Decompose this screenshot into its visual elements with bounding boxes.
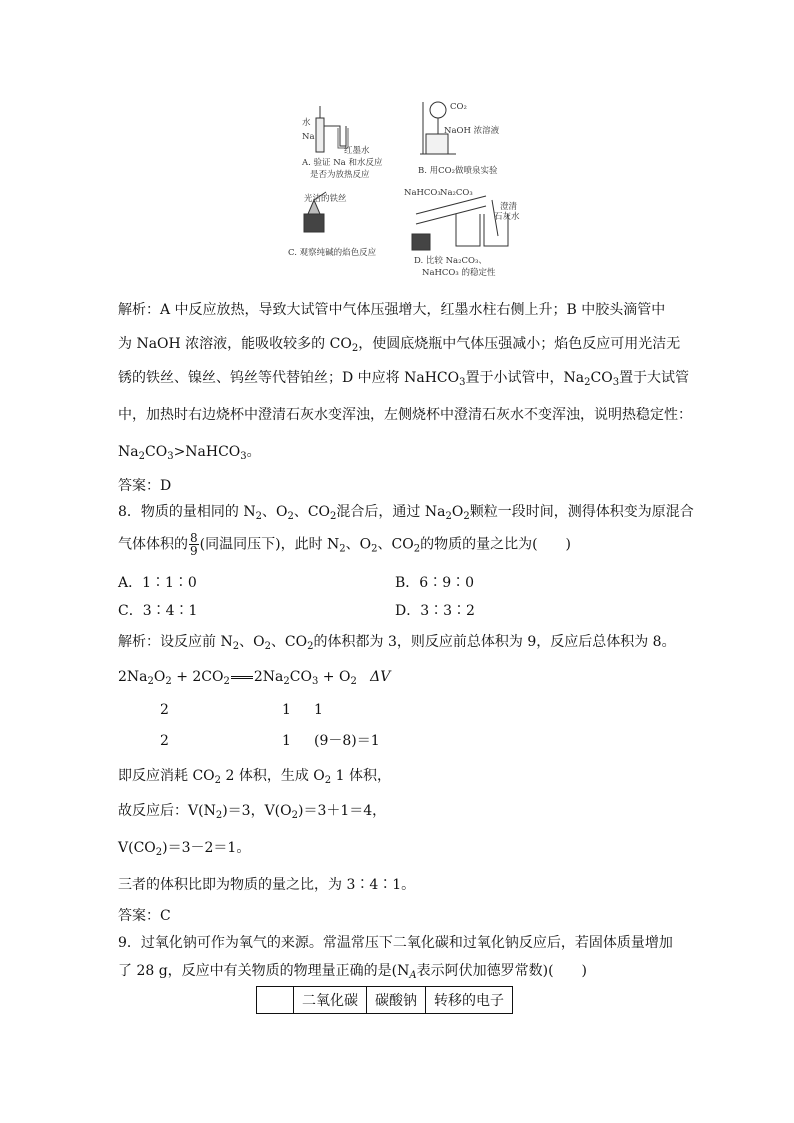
q8-line1: 8．物质的量相同的 $N_2$、$O_2$、$CO_2$混合后，通过 $Na_2O_2$颗粒一段时间，测得体积变为原混合 xyxy=(118,504,694,522)
fraction-8-9: $\frac{8}{9}$ xyxy=(190,531,198,558)
table-header-cell: 二氧化碳 xyxy=(294,987,367,1014)
label-na: Na xyxy=(302,132,315,142)
caption-c: C. 观察纯碱的焰色反应 xyxy=(288,248,377,258)
label-wire: 光洁的铁丝 xyxy=(304,194,347,204)
analysis1-line5: $Na_2CO_3>NaHCO_3$。 xyxy=(118,444,261,462)
reaction-equation: $2Na_2O_2 + 2CO_2$ $2Na_2CO_3 + O_2$ ΔV xyxy=(118,669,391,687)
stoich-row2-col1: 2 xyxy=(160,733,169,749)
answer-2: 答案：C xyxy=(118,908,171,924)
q9-table xyxy=(256,986,513,1014)
analysis2-line6: $V(CO_2)=3-2=1$。 xyxy=(118,840,251,858)
label-limewater-1: 澄清 xyxy=(500,202,518,212)
label-limewater-2: 石灰水 xyxy=(494,212,520,222)
analysis1-line1: 解析：A 中反应放热，导致大试管中气体压强增大，红墨水柱右侧上升；B 中胶头滴管中 xyxy=(118,302,666,318)
stoich-row2-col3: (9－8)＝1 xyxy=(314,733,380,749)
table-header-cell: 碳酸钠 xyxy=(367,987,426,1014)
label-red-ink: 红墨水 xyxy=(344,146,370,156)
analysis2-line1: 解析：设反应前 $N_2$、$O_2$、$CO_2$的体积都为 3，则反应前总体积为 9，反应后总体积为 8。 xyxy=(118,634,676,652)
answer-1: 答案：D xyxy=(118,478,172,494)
label-naoh: NaOH 浓溶液 xyxy=(444,126,500,136)
table-header-cell xyxy=(257,987,294,1014)
table-header-cell: 转移的电子 xyxy=(426,987,513,1014)
analysis1-line4: 中，加热时右边烧杯中澄清石灰水变浑浊，左侧烧杯中澄清石灰水不变浑浊，说明热稳定性： xyxy=(118,407,692,423)
analysis2-line7: 三者的体积比即为物质的量之比，为 3∶4∶1。 xyxy=(118,877,416,893)
analysis1-line2: 为 NaOH 浓溶液，能吸收较多的 $CO_2$，使圆底烧瓶中气体压强减小；焰色反应可用光洁无 xyxy=(118,336,681,354)
label-na2co3: Na₂CO₃ xyxy=(440,188,473,198)
caption-d-line1: D. 比较 Na₂CO₃、 xyxy=(414,256,487,266)
q8-option-d: D．3∶3∶2 xyxy=(395,603,475,619)
q9-line2: 了 28 g，反应中有关物质的物理量正确的是($N_A$表示阿伏加德罗常数)( ) xyxy=(118,963,588,981)
experiment-figure xyxy=(280,96,530,286)
caption-b: B. 用CO₂做喷泉实验 xyxy=(418,166,498,176)
analysis1-line3: 锈的铁丝、镍丝、钨丝等代替铂丝；D 中应将 NaHCO$_3$置于小试管中，$Na_2CO_3$置于大试管 xyxy=(118,370,690,388)
stoich-row2-col2: 1 xyxy=(282,733,291,749)
caption-a-line1: A. 验证 Na 和水反应 xyxy=(302,158,383,168)
q8-option-c: C．3∶4∶1 xyxy=(118,603,198,619)
q9-line1: 9．过氧化钠可作为氧气的来源。常温常压下二氧化碳和过氧化钠反应后，若固体质量增加 xyxy=(118,935,673,951)
label-water: 水 xyxy=(302,118,311,128)
label-nahco3: NaHCO₃ xyxy=(404,188,441,198)
table-header-row xyxy=(257,987,513,1014)
caption-a-line2: 是否为放热反应 xyxy=(310,170,370,180)
label-co2: CO₂ xyxy=(450,102,467,112)
analysis2-line4: 即反应消耗 $CO_2$ 2 体积，生成 $O_2$ 1 体积， xyxy=(118,768,391,786)
equals-sign xyxy=(231,676,253,679)
stoich-row1-col2: 1 xyxy=(282,702,291,718)
caption-d-line2: NaHCO₃ 的稳定性 xyxy=(422,268,496,278)
q8-line2: 气体体积的 $\frac{8}{9}$ (同温同压下)，此时 $N_2$、$O_2$、$CO_2$的物质的量之比为( ) xyxy=(118,531,572,558)
analysis2-line5: 故反应后：$V(N_2)=3$，$V(O_2)=3+1=4$， xyxy=(118,803,387,821)
q8-option-b: B．6∶9∶0 xyxy=(395,575,475,591)
stoich-row1-col1: 2 xyxy=(160,702,169,718)
q8-option-a: A．1∶1∶0 xyxy=(118,575,197,591)
stoich-row1-col3: 1 xyxy=(314,702,323,718)
